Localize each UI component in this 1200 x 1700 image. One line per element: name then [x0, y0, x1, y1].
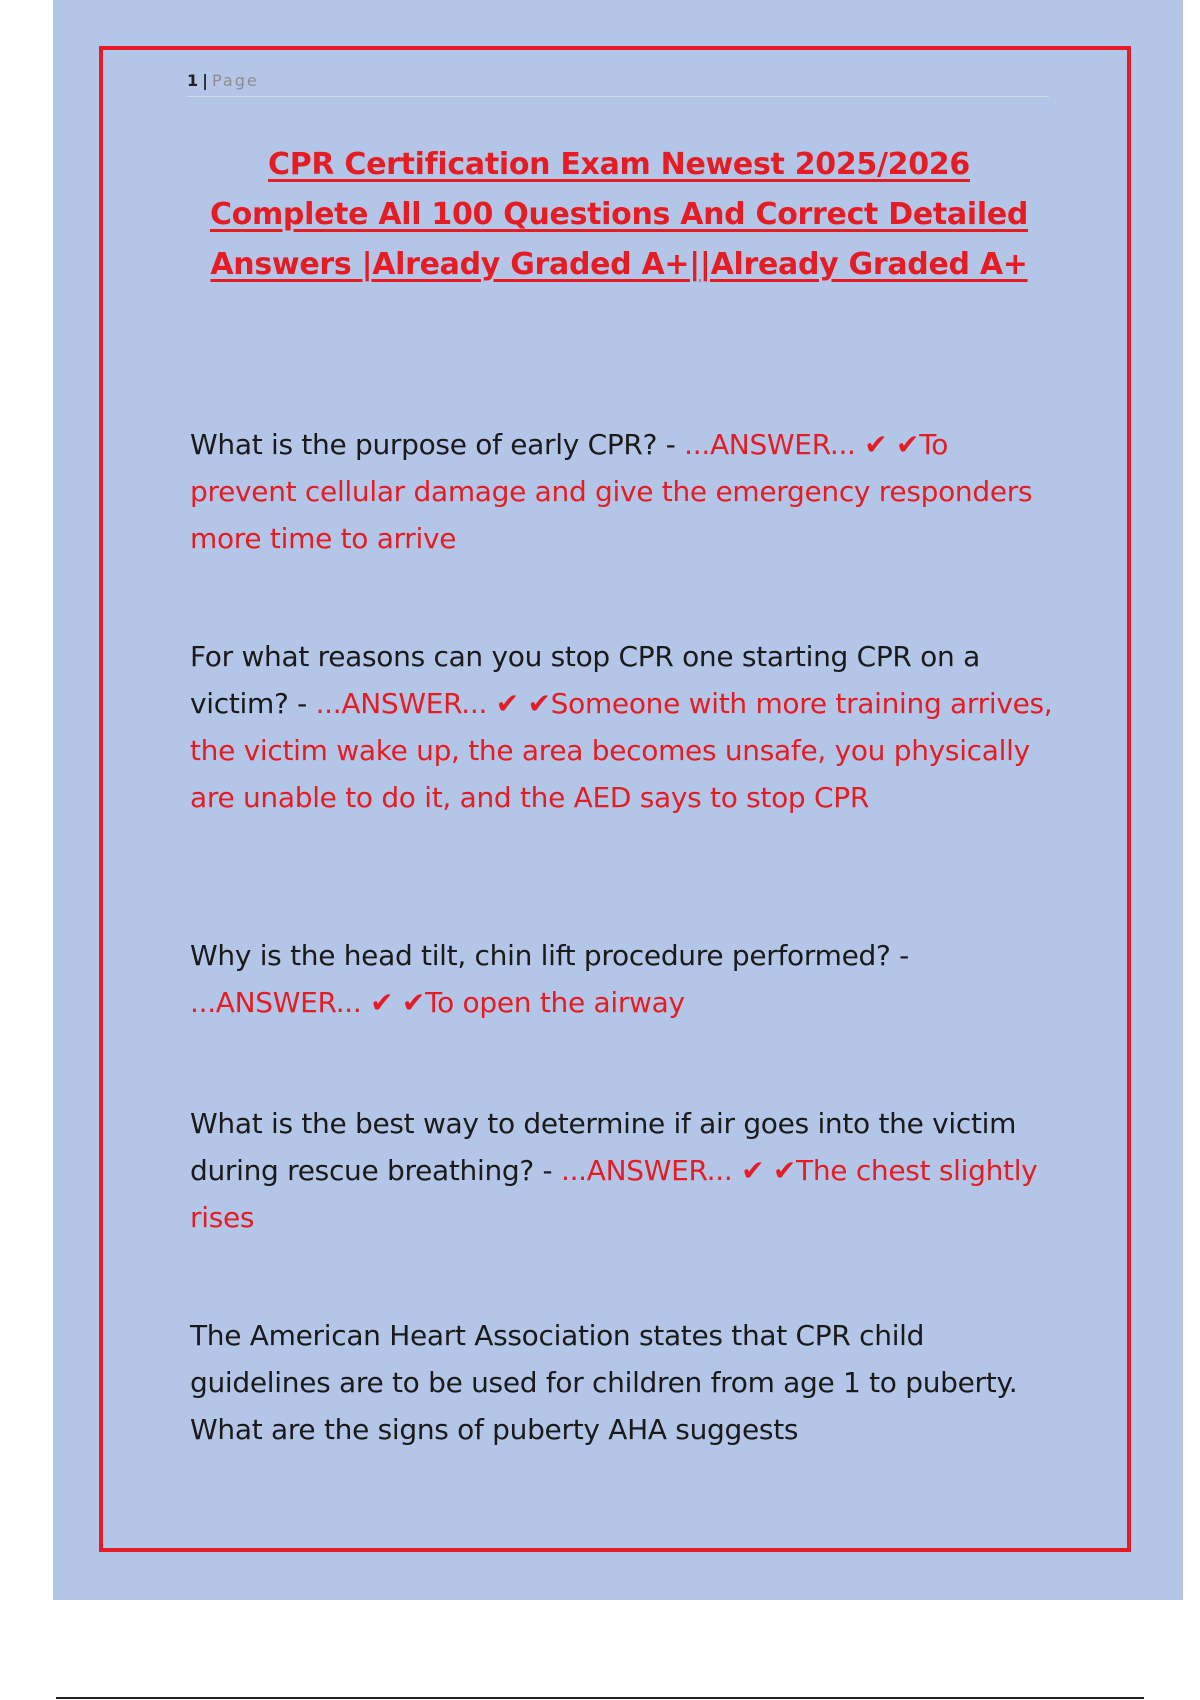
- answer-marker: ...ANSWER...: [684, 428, 856, 461]
- answer-text: To open the airway: [425, 986, 685, 1019]
- question-text: Why is the head tilt, chin lift procedure performed? -: [190, 939, 909, 972]
- answer-marker: ...ANSWER...: [190, 986, 362, 1019]
- check-icon: ✔: [527, 687, 551, 720]
- check-icon: ✔: [495, 687, 519, 720]
- check-icon: ✔: [864, 428, 888, 461]
- question-text: For what reasons can you stop CPR one starting CPR on a victim? -: [190, 640, 980, 720]
- page-number: 1: [187, 71, 201, 90]
- check-icon: ✔: [741, 1154, 765, 1187]
- qa-item-1: [190, 421, 1060, 562]
- check-icon: ✔: [772, 1154, 797, 1187]
- qa-item-3: [190, 932, 1060, 1026]
- question-text: What is the best way to determine if air goes into the victim during rescue breathing? -: [190, 1107, 1017, 1187]
- qa-item-2: [190, 633, 1060, 821]
- question-text: The American Heart Association states that CPR child guidelines are to be used for children from age 1 to puberty. What are the signs of puberty AHA suggests: [190, 1319, 1018, 1446]
- check-icon: ✔: [370, 986, 394, 1019]
- question-text: What is the purpose of early CPR? -: [190, 428, 676, 461]
- answer-text: The chest slightly rises: [190, 1154, 1038, 1234]
- qa-item-5: [190, 1312, 1060, 1453]
- answer-text: To prevent cellular damage and give the emergency responders more time to arrive: [190, 428, 1033, 555]
- answer-marker: ...ANSWER...: [560, 1154, 733, 1187]
- page-separator: |: [202, 71, 210, 90]
- answer-marker: ...ANSWER...: [315, 687, 488, 720]
- page-header: [187, 70, 1049, 97]
- document-title: CPR Certification Exam Newest 2025/2026 Complete All 100 Questions And Correct Detailed Answers |Already Graded A+||Already Graded A+: [209, 147, 1029, 282]
- footer-rule: [56, 1697, 1144, 1699]
- answer-text: Someone with more training arrives, the victim wake up, the area becomes unsafe, you physically are unable to do it, and the AED says to stop CPR: [190, 687, 1053, 814]
- page-word: Page: [211, 71, 259, 90]
- check-icon: ✔: [401, 986, 426, 1019]
- check-icon: ✔: [896, 428, 920, 461]
- qa-item-4: [190, 1100, 1060, 1241]
